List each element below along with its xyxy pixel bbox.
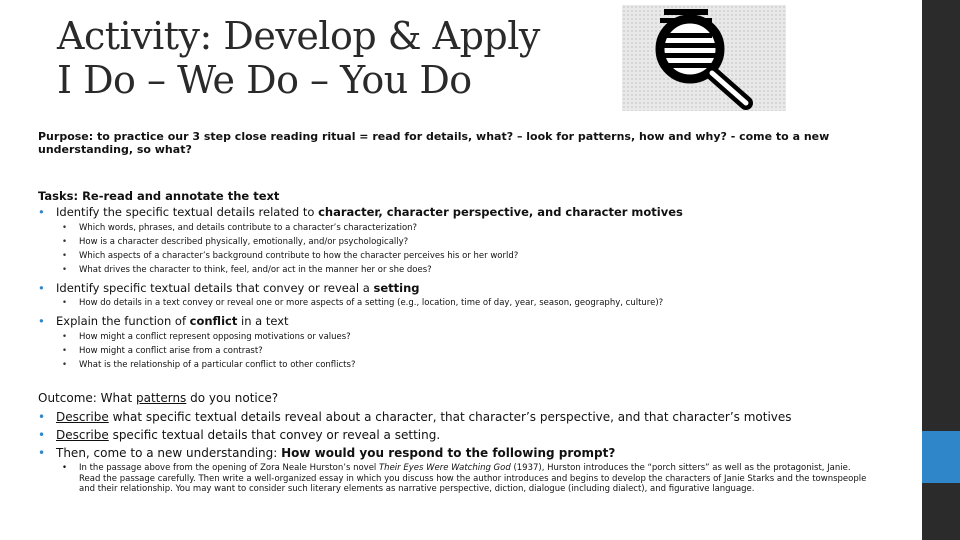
bullet-icon: • <box>38 428 46 442</box>
title-line-2: I Do – We Do – You Do <box>57 58 472 102</box>
outcome-heading: Outcome: What patterns do you notice? <box>38 391 279 405</box>
purpose-text: Purpose: to practice our 3 step close reading ritual = read for details, what? – look for patterns, how and why? - come to a new understanding, so what? <box>38 130 830 156</box>
bullet-icon: • <box>62 463 68 473</box>
task-subitem: • What drives the character to think, feel, and/or act in the manner her or she does? <box>62 265 432 275</box>
document-magnifier-icon <box>622 5 786 111</box>
task-subitem: • How might a conflict arise from a contrast? <box>62 346 263 356</box>
task-subitem: • What is the relationship of a particular conflict to other conflicts? <box>62 360 356 370</box>
task-subitem: • How is a character described physically, emotionally, and/or psychologically? <box>62 237 409 247</box>
bullet-icon: • <box>62 237 68 247</box>
bullet-icon: • <box>62 360 68 370</box>
slide-edge-accent <box>922 431 960 483</box>
tasks-heading: Tasks: Re-read and annotate the text <box>38 189 280 203</box>
essay-prompt-text: In the passage above from the opening of Zora Neale Hurston’s novel Their Eyes Were Watching God (1937), Hurston introduces the “porch sitters” as well as the protagonist, Janie. Read the passage carefully. Then write a well-organized essay in which you discuss how the author introduces and begins to develop the characters of Janie Starks and the townspeople and their relationship. You may want to consider such literary elements as narrative perspective, diction, dialogue (including dialect), and figurative language. <box>79 463 867 494</box>
bullet-icon: • <box>38 410 46 424</box>
task-subitem: • How do details in a text convey or reveal one or more aspects of a setting (e.g., location, time of day, year, season, geography, culture)? <box>62 298 664 308</box>
bullet-icon: • <box>38 205 45 219</box>
bullet-icon: • <box>62 298 68 308</box>
bullet-icon: • <box>62 346 68 356</box>
title-line-1: Activity: Develop & Apply <box>57 14 540 58</box>
bullet-icon: • <box>62 265 68 275</box>
task-subitem: • How might a conflict represent opposing motivations or values? <box>62 332 351 342</box>
essay-prompt <box>62 463 872 495</box>
bullet-icon: • <box>62 223 68 233</box>
outcome-item: • Then, come to a new understanding: How would you respond to the following prompt? <box>38 446 616 460</box>
bullet-icon: • <box>38 446 46 460</box>
outcome-item: • Describe what specific textual details reveal about a character, that character’s perspective, and that character’s motives <box>38 410 792 424</box>
bullet-icon: • <box>62 332 68 342</box>
bullet-icon: • <box>38 281 45 295</box>
task-item-character: • Identify the specific textual details related to character, character perspective, and character motives <box>38 205 683 219</box>
slide-title <box>57 14 540 102</box>
task-subitem: • Which words, phrases, and details contribute to a character’s characterization? <box>62 223 418 233</box>
bullet-icon: • <box>62 251 68 261</box>
bullet-icon: • <box>38 314 45 328</box>
task-item-conflict: • Explain the function of conflict in a text <box>38 314 289 328</box>
task-subitem: • Which aspects of a character’s background contribute to how the character perceives his or her world? <box>62 251 519 261</box>
task-item-setting: • Identify specific textual details that convey or reveal a setting <box>38 281 420 295</box>
outcome-item: • Describe specific textual details that convey or reveal a setting. <box>38 428 441 442</box>
